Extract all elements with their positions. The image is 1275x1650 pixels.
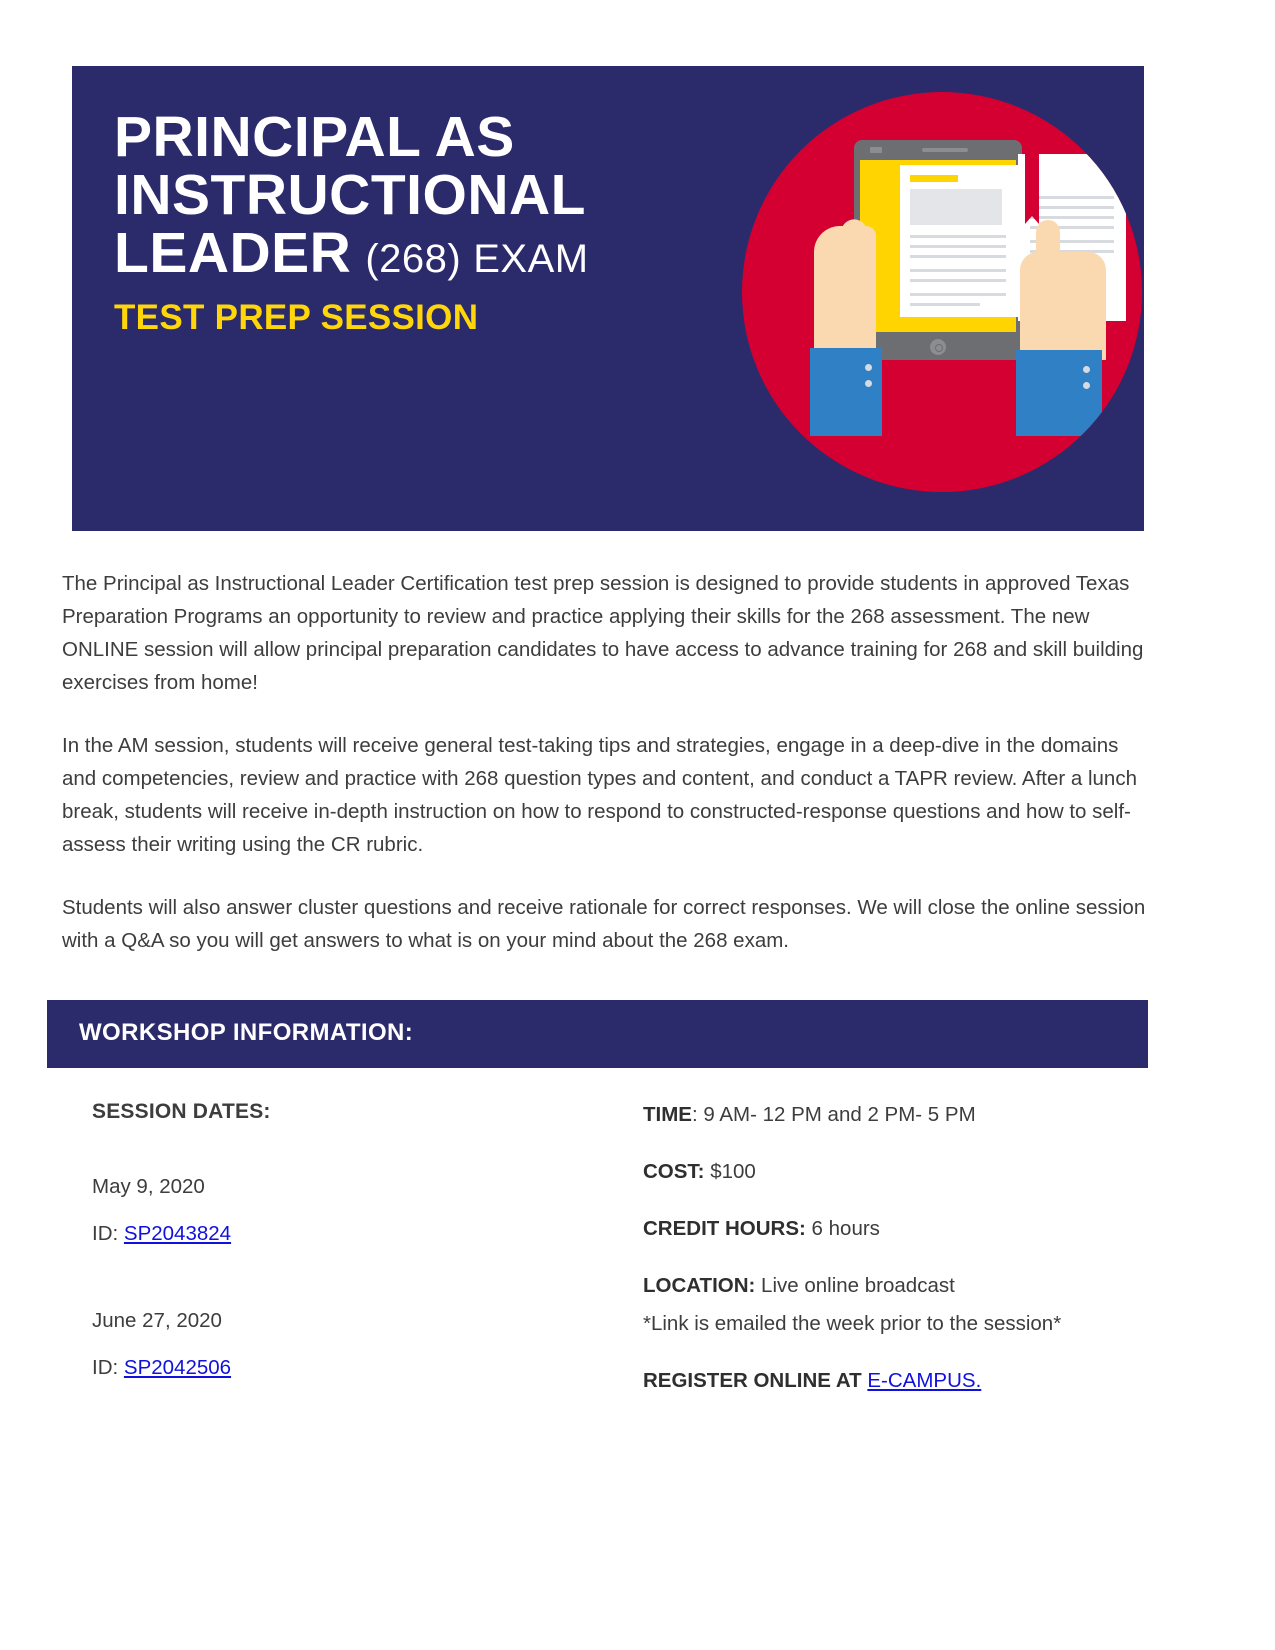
cuff-button-icon (1083, 366, 1090, 373)
tablet-speaker-icon (922, 148, 968, 152)
tablet-home-button-icon (930, 339, 946, 355)
description-body (62, 567, 1147, 987)
session-id-row (92, 1217, 562, 1250)
hero-exam-code: (268) (365, 237, 462, 282)
text-line (1030, 196, 1114, 199)
text-line (910, 279, 1006, 282)
session-id-label: ID: (92, 1356, 119, 1379)
location-value: Live online broadcast (755, 1274, 955, 1297)
time-row (643, 1100, 1133, 1130)
session-dates-heading: SESSION DATES: (92, 1100, 271, 1123)
text-line (1030, 216, 1114, 219)
right-sleeve-cuff (1016, 350, 1102, 436)
description-paragraph-3: Students will also answer cluster questions and receive rationale for correct responses. We will close the online session with a Q&A so you will get answers to what is on your mind about the 268 exam. (62, 896, 1146, 952)
e-campus-link[interactable]: E-CAMPUS. (867, 1369, 982, 1392)
register-row (643, 1366, 1133, 1396)
cuff-button-icon (1083, 382, 1090, 389)
session-entry (92, 1304, 562, 1384)
hero-title-block (114, 105, 694, 338)
tablet-topbar (862, 144, 1014, 156)
session-id-label: ID: (92, 1222, 119, 1245)
workshop-details-column (643, 1100, 1133, 1423)
location-note: *Link is emailed the week prior to the session* (643, 1312, 1062, 1335)
bookmark-icon (1025, 154, 1039, 216)
credit-hours-value: 6 hours (805, 1217, 880, 1240)
workshop-information-title: WORKSHOP INFORMATION: (79, 1019, 414, 1046)
text-line (910, 303, 980, 306)
location-label: LOCATION: (643, 1274, 756, 1297)
text-line (1030, 206, 1114, 209)
hero-banner (72, 66, 1144, 531)
text-line (910, 255, 1006, 258)
session-date: June 27, 2020 (92, 1309, 222, 1332)
hero-illustration (712, 84, 1132, 504)
session-dates-column (92, 1100, 562, 1438)
session-id-row (92, 1351, 562, 1384)
highlight-bar (910, 175, 958, 182)
description-paragraph-2: In the AM session, students will receive general test-taking tips and strategies, engage in a deep-dive in the domains and competencies, review and practice with 268 question types and content, and conduct a TAPR review. After a lunch break, students will receive in-depth instruction on how to respond to constructed-response questions and how to self-assess their writing using the CR rubric. (62, 734, 1137, 856)
tablet-signal-icon (870, 147, 882, 153)
credit-hours-row (643, 1214, 1133, 1244)
session-id-link[interactable]: SP2042506 (123, 1356, 232, 1379)
book-page-left (900, 165, 1018, 317)
text-line (910, 235, 1006, 238)
location-row (643, 1271, 1133, 1301)
description-paragraph-1: The Principal as Instructional Leader Certification test prep session is designed to provide students in approved Texas Preparation Programs an opportunity to review and practice applying their skills for the 268 assessment. The new ONLINE session will allow principal preparation candidates to have access to advance training for 268 and skill building exercises from home! (62, 572, 1144, 694)
hero-title-line-2: INSTRUCTIONAL (114, 163, 586, 228)
cuff-button-icon (865, 380, 872, 387)
cost-row (643, 1157, 1133, 1187)
workshop-information-banner (47, 1000, 1148, 1068)
illustration-circle-icon (742, 92, 1142, 492)
person-torso-shape (870, 342, 1040, 492)
right-hand-icon (1020, 252, 1106, 360)
time-value: : 9 AM- 12 PM and 2 PM- 5 PM (691, 1103, 976, 1126)
hero-title-line-3 (114, 221, 694, 286)
text-line (910, 293, 1006, 296)
hero-title-line-1: PRINCIPAL AS (114, 105, 515, 169)
text-line (910, 269, 1006, 272)
text-line (910, 245, 1006, 248)
session-date: May 9, 2020 (92, 1175, 205, 1198)
hero-title-leader: LEADER (114, 221, 352, 286)
hero-exam-word: EXAM (473, 237, 589, 282)
register-label: REGISTER ONLINE AT (643, 1369, 868, 1392)
session-entry (92, 1170, 562, 1250)
cuff-button-icon (865, 364, 872, 371)
left-sleeve-cuff (810, 348, 882, 436)
session-id-link[interactable]: SP2043824 (123, 1222, 232, 1245)
content-image-block (910, 189, 1002, 225)
hero-subtitle: TEST PREP SESSION (114, 298, 479, 338)
cost-label: COST: (643, 1160, 705, 1183)
time-label: TIME (643, 1103, 692, 1126)
cost-value: $100 (704, 1160, 756, 1183)
credit-hours-label: CREDIT HOURS: (643, 1217, 806, 1240)
